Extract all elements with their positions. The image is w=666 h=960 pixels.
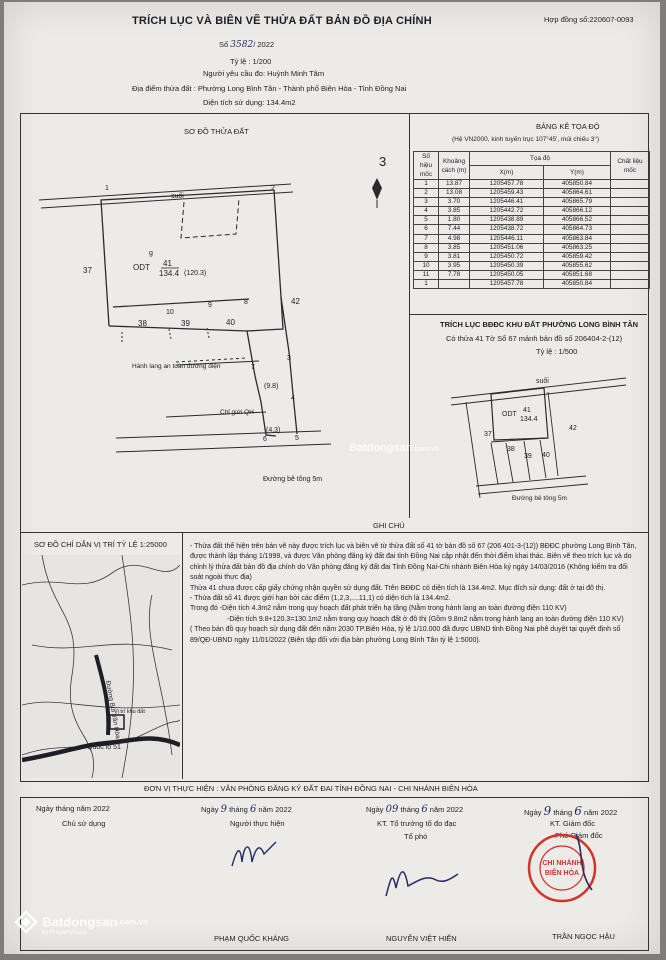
- coord-cell-y: 405863.25: [543, 243, 610, 252]
- coord-cell-y: 405850.84: [543, 180, 610, 189]
- coord-cell-y: 405850.84: [543, 280, 610, 289]
- coord-row: [414, 280, 650, 289]
- coord-table-body: [414, 180, 650, 289]
- coord-cell-p: 6: [414, 225, 439, 234]
- note-line-4: Trong đó -Diện tích 4.3m2 nằm trong quy hoạch đất phát triển hạ tầng (Nằm trong hành lang an toàn đường điện 110 KV): [190, 605, 567, 613]
- notes-block: [190, 542, 642, 646]
- coord-row: [414, 243, 650, 252]
- coord-cell-x: 1205459.43: [470, 189, 544, 198]
- parcel-code: ODT: [133, 263, 150, 272]
- sig-director-role: KT. Giám đốc: [550, 819, 596, 828]
- coord-cell-material: [611, 216, 650, 225]
- coord-cell-material: [611, 198, 650, 207]
- coord-cell-p: 1: [414, 180, 439, 189]
- document-number: Số 3582/ 2022: [219, 40, 275, 50]
- coord-cell-d: 3.85: [439, 207, 470, 216]
- coord-cell-y: 405863.84: [543, 234, 610, 243]
- coord-row: [414, 216, 650, 225]
- coord-cell-p: 10: [414, 261, 439, 270]
- note-line-1: - Thửa đất thể hiện trên bản vẽ này được trích lục và biên vẽ từ thửa đất số 41 tờ bản đồ số 67 (206 401-3-(12)) BĐĐC phường Long Bình Tân, được thành lập tháng 1/1999, và được Văn phòng đăng ký đất đai tỉnh Đồng Nai cập nhật đến thời điểm khai thác. Biên vẽ theo trích lục và do chỉnh lý thửa đất bản đồ địa chính do Văn phòng đăng ký đất đai Tỉnh Đồng Nai-Chi nhánh Biên Hòa ký ngày 14/03/2016 (Không kiểm tra đối soát ngoài thực địa): [190, 543, 637, 582]
- note-line-5: -Diện tích 9.8+120.3=130.1m2 nằm trong quy hoạch đất ở đô thị (Gồm 9.8m2 nằm trong hành lang an toàn đường điện 110 KV): [227, 615, 624, 623]
- point-1: 1: [105, 185, 109, 192]
- sig-owner-role: Chủ sử dụng: [62, 819, 106, 828]
- contract-number: Hợp đồng số:220607-0093: [544, 15, 634, 24]
- extract-neighbor-37: 37: [484, 431, 492, 438]
- coord-row: [414, 261, 650, 270]
- coord-cell-d: [439, 280, 470, 289]
- north-label: 3: [379, 154, 387, 169]
- coord-cell-d: 13.08: [439, 189, 470, 198]
- col-distance: Khoảng cách (m): [439, 152, 470, 180]
- coord-cell-material: [611, 189, 650, 198]
- extract-lot-40b: [540, 440, 546, 478]
- parcel-paren: (120.3): [184, 270, 207, 277]
- parcel-area-label: 134.4: [159, 269, 180, 278]
- limit-label: Chỉ giới QH: [220, 409, 254, 416]
- north-arrow: [372, 178, 382, 208]
- coord-system: (Hệ VN2000, kinh tuyến trục 107°45', múi chiếu 3°): [452, 136, 599, 143]
- point-3: 3: [287, 355, 291, 362]
- extract-stream-label: suối: [536, 378, 549, 385]
- coord-cell-x: 1205457.78: [470, 180, 544, 189]
- coord-cell-d: 4.98: [439, 234, 470, 243]
- site-label: Vị trí khu đất: [114, 709, 145, 715]
- point-7: 7: [251, 364, 255, 371]
- parcel-area: Diện tích sử dụng: 134.4m2: [203, 98, 296, 107]
- neighbor-39: 39: [181, 319, 190, 328]
- coord-row: [414, 270, 650, 279]
- road-label: Đường bê tông 5m: [263, 476, 323, 483]
- coord-row: [414, 252, 650, 261]
- extract-divider: [409, 314, 647, 315]
- frame-divider: [409, 113, 410, 518]
- document-title: TRÍCH LỤC VÀ BIÊN VẼ THỬA ĐẤT BẢN ĐỒ ĐỊA CHÍNH: [132, 15, 432, 27]
- coord-row: [414, 207, 650, 216]
- location-map-heading: SƠ ĐỒ CHỈ DẪN VỊ TRÍ TỶ LỆ 1:25000: [34, 540, 167, 549]
- stamp-line-2: BIÊN HÒA: [544, 870, 580, 877]
- coord-cell-y: 405866.52: [543, 216, 610, 225]
- coord-cell-material: [611, 207, 650, 216]
- col-x: X(m): [470, 166, 544, 180]
- coord-cell-y: 405865.79: [543, 198, 610, 207]
- coord-cell-y: 405864.61: [543, 189, 610, 198]
- parcel-number: 41: [163, 259, 172, 268]
- coord-cell-x: 1205438.89: [470, 216, 544, 225]
- coord-cell-p: 11: [414, 270, 439, 279]
- extract-lot-37: [466, 402, 480, 498]
- notes-heading: GHI CHÚ: [373, 521, 405, 530]
- dimension-a: (9.8): [264, 383, 279, 390]
- lot-39-edge: [169, 329, 171, 339]
- extract-road-label: Đường bê tông 5m: [512, 495, 567, 502]
- coord-row: [414, 234, 650, 243]
- extract-code: ODT: [502, 411, 517, 418]
- coord-cell-x: 1205450.72: [470, 252, 544, 261]
- point-2: 2: [271, 185, 275, 192]
- sig-executor-name: PHẠM QUỐC KHÁNG: [214, 934, 290, 943]
- point-9: 9: [208, 302, 212, 309]
- note-line-2: Thửa 41 chưa được cấp giấy chứng nhận quyền sử dụng đất. Trên BĐĐC có diện tích là 134.4m2. Mục đích sử dụng: đất ở tại đô thị.: [190, 584, 606, 592]
- executor-signature-mark: [226, 832, 286, 874]
- notes-divider: [20, 532, 648, 533]
- sig-executor-role: Người thực hiện: [230, 819, 285, 828]
- coord-cell-x: 1205450.05: [470, 270, 544, 279]
- extract-neighbor-38: 38: [507, 446, 515, 453]
- coord-cell-material: [611, 270, 650, 279]
- coord-row: [414, 180, 650, 189]
- coord-cell-x: 1205457.78: [470, 280, 544, 289]
- coord-cell-p: 9: [414, 252, 439, 261]
- stream-label: suối: [171, 193, 184, 200]
- coord-table-heading: BẢNG KÊ TỌA ĐỘ: [536, 122, 600, 131]
- extract-lot-38: [491, 443, 498, 484]
- extract-heading: TRÍCH LỤC BĐĐC KHU ĐẤT PHƯỜNG LONG BÌNH TÂN: [440, 320, 639, 329]
- coord-cell-d: 1.80: [439, 216, 470, 225]
- coord-cell-material: [611, 280, 650, 289]
- stream-line-a: [39, 184, 291, 200]
- coord-cell-d: 3.95: [439, 261, 470, 270]
- extract-lot-42: [548, 392, 558, 476]
- coord-row: [414, 198, 650, 207]
- watermark-center: Batdongsan.com.vn: [349, 442, 440, 454]
- extract-lot-40: [524, 441, 530, 480]
- coord-cell-x: 1205446.11: [470, 234, 544, 243]
- coord-table: [413, 151, 650, 289]
- extract-neighbor-40: 40: [542, 452, 550, 459]
- col-y: Y(m): [543, 166, 610, 180]
- coord-cell-p: 4: [414, 207, 439, 216]
- coord-cell-p: 1: [414, 280, 439, 289]
- north-arrow-head: [372, 178, 382, 200]
- coord-cell-material: [611, 261, 650, 270]
- point-4: 4: [291, 395, 295, 402]
- coord-cell-x: 1205451.06: [470, 243, 544, 252]
- corridor-label: Hành lang an toàn đường điện: [132, 363, 221, 370]
- sig-survey-date: Ngày 09 tháng 6 năm 2022: [366, 804, 464, 815]
- extract-scale: Tỷ lệ : 1/500: [536, 347, 578, 356]
- parcel-g-label: g: [149, 250, 153, 257]
- coord-cell-d: 7.78: [439, 270, 470, 279]
- notes-column-divider: [182, 533, 183, 779]
- extract-road-b: [478, 484, 588, 494]
- coord-cell-p: 5: [414, 216, 439, 225]
- coord-cell-d: 13.87: [439, 180, 470, 189]
- stream-line-b: [41, 192, 293, 208]
- coord-cell-p: 2: [414, 189, 439, 198]
- coord-cell-d: 7.44: [439, 225, 470, 234]
- coord-cell-p: 3: [414, 198, 439, 207]
- coord-cell-material: [611, 225, 650, 234]
- coord-cell-y: 405851.68: [543, 270, 610, 279]
- extract-road-a: [476, 476, 586, 486]
- coord-cell-y: 405864.73: [543, 225, 610, 234]
- point-8: 8: [244, 299, 248, 306]
- stamp-line-1: CHI NHÁNH: [542, 860, 582, 867]
- neighbor-40: 40: [226, 318, 235, 327]
- parcel-east-boundary: [281, 297, 297, 434]
- sig-survey-role: KT. Tổ trưởng tổ đo đạc: [377, 819, 457, 828]
- coord-cell-d: 3.85: [439, 243, 470, 252]
- neighbor-38: 38: [138, 319, 147, 328]
- coord-cell-material: [611, 234, 650, 243]
- point-6: 6: [263, 436, 267, 443]
- survey-signature-mark: [382, 852, 462, 902]
- point-5: 5: [295, 435, 299, 442]
- interior-line: [113, 299, 249, 307]
- dimension-b: (4.3): [266, 427, 281, 434]
- extract-parcel: [491, 388, 548, 440]
- dashed-outline: [181, 199, 239, 238]
- coord-row: [414, 189, 650, 198]
- executor: ĐƠN VỊ THỰC HIỆN : VĂN PHÒNG ĐĂNG KÝ ĐẤT ĐAI TỈNH ĐỒNG NAI - CHI NHÁNH BIÊN HÒA: [144, 784, 478, 793]
- point-10: 10: [166, 309, 174, 316]
- coord-cell-material: [611, 252, 650, 261]
- coord-cell-material: [611, 180, 650, 189]
- coord-cell-p: 8: [414, 243, 439, 252]
- document-page: [4, 2, 660, 954]
- neighbor-37: 37: [83, 266, 92, 275]
- extract-area: 134.4: [520, 416, 538, 423]
- coord-cell-material: [611, 243, 650, 252]
- handwritten-number: 3582: [230, 40, 254, 50]
- plot-sketch-heading: SƠ ĐỒ THỬA ĐẤT: [184, 127, 249, 136]
- note-line-6: ( Theo bản đồ quy hoạch sử dụng đất đến năm 2030 TP.Biên Hòa, tỷ lệ 1/10.000 đã được UBND tỉnh Đồng Nai phê duyệt tại quyết định số 89/QĐ-UBND ngày 11/01/2022 (Biên tập đối với địa bàn phường Long Bình Tân tỷ lệ 1:5000).: [190, 626, 621, 644]
- sig-director-name: TRẦN NGỌC HẬU: [552, 932, 615, 941]
- sig-survey-name: NGUYỄN VIỆT HIẾN: [386, 934, 457, 943]
- sig-owner-date: Ngày tháng năm 2022: [36, 804, 110, 813]
- sheet-scale: Tỷ lệ : 1/200: [230, 57, 272, 66]
- coord-cell-x: 1205438.72: [470, 225, 544, 234]
- sig-executor-date: Ngày 9 tháng 6 năm 2022: [201, 804, 292, 815]
- coord-cell-d: 3.81: [439, 252, 470, 261]
- col-material: Chất liệu mốc: [611, 152, 650, 180]
- coord-cell-p: 7: [414, 234, 439, 243]
- coord-row: [414, 225, 650, 234]
- sig-survey-role2: Tổ phó: [404, 832, 428, 841]
- plot-sketch: [21, 142, 408, 522]
- sig-director-date: Ngày 9 tháng 6 năm 2022: [524, 804, 618, 818]
- requester: Người yêu cầu đo: Huỳnh Minh Tâm: [203, 69, 325, 78]
- neighbor-42: 42: [291, 297, 300, 306]
- extract-neighbor-42: 42: [569, 425, 577, 432]
- parcel-location: Địa điểm thửa đất : Phường Long Bình Tân - Thành phố Biên Hòa - Tỉnh Đồng Nai: [132, 84, 407, 93]
- location-map: [22, 555, 180, 778]
- watermark-logo-icon: [14, 910, 38, 934]
- col-coord: Tọa độ: [470, 152, 611, 166]
- coord-cell-x: 1205442.72: [470, 207, 544, 216]
- coord-cell-y: 405866.12: [543, 207, 610, 216]
- coord-cell-y: 405855.62: [543, 261, 610, 270]
- extract-number: 41: [523, 407, 531, 414]
- road-name-label: Đường Bùi Văn Hòa: [104, 680, 122, 740]
- extract-map: [436, 358, 636, 516]
- col-point: Số hiệu mốc: [414, 152, 439, 180]
- extract-neighbor-39: 39: [524, 453, 532, 460]
- coord-cell-x: 1205446.41: [470, 198, 544, 207]
- corridor-dash: [176, 358, 247, 362]
- sig-director-role2: Phó Giám đốc: [555, 831, 603, 840]
- highway-label: Quốc lộ 51: [87, 744, 121, 751]
- road-edge-a: [116, 431, 321, 438]
- watermark-corner: Batdongsan.com.vn by PropertyGuru: [14, 910, 148, 936]
- coord-cell-y: 405859.42: [543, 252, 610, 261]
- road-edge-b: [116, 444, 331, 452]
- coord-cell-x: 1205450.39: [470, 261, 544, 270]
- official-stamp: [518, 828, 614, 908]
- note-line-3: - Thửa đất số 41 được giới hạn bởi các điểm (1,2,3,....11,1) có diện tích là 134.4m2.: [190, 595, 451, 603]
- extract-subtitle: Có thửa 41 Tờ Số 67 mảnh bản đồ số 206404-2-(12): [446, 334, 623, 343]
- coord-cell-d: 3.70: [439, 198, 470, 207]
